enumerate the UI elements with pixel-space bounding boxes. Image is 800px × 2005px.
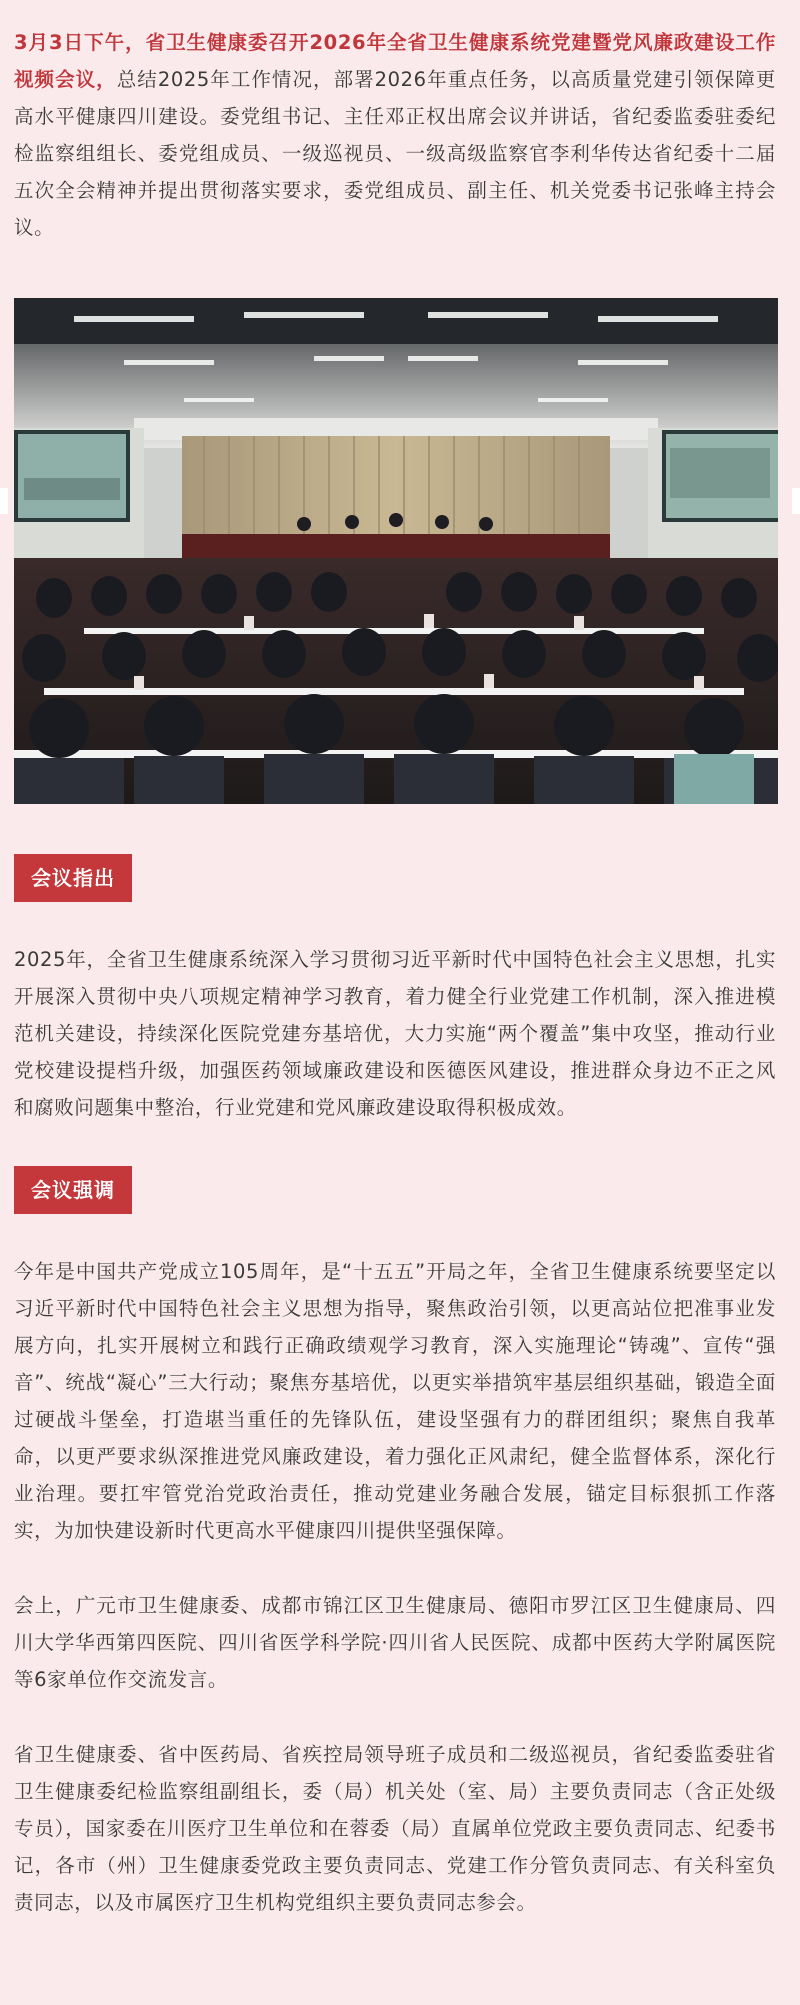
left-edge-marker — [0, 488, 8, 514]
meeting-photo — [14, 298, 778, 804]
paragraph-gap — [14, 1549, 776, 1587]
paragraph-gap — [14, 1698, 776, 1736]
section-heading-emphasis: 会议强调 — [14, 1166, 132, 1214]
right-edge-marker — [792, 488, 800, 514]
lead-paragraph — [14, 24, 776, 246]
section-emphasis-text: 今年是中国共产党成立105周年，是“十五五”开局之年，全省卫生健康系统要坚定以习近平新时代中国特色社会主义思想为指导，聚焦政治引领，以更高站位把准事业发展方向，扎实开展树立和践行正确政绩观学习教育，深入实施理论“铸魂”、宣传“强音”、统战“凝心”三大行动；聚焦夯基培优，以更实举措筑牢基层组织基础，锻造全面过硬战斗堡垒，打造堪当重任的先锋队伍，建设坚强有力的群团组织；聚焦自我革命，以更严要求纵深推进党风廉政建设，着力强化正风肃纪，健全监督体系，深化行业治理。要扛牢管党治党政治责任，推动党建业务融合发展，锚定目标狠抓工作落实，为加快建设新时代更高水平健康四川提供坚强保障。 — [14, 1260, 776, 1542]
exchange-paragraph: 会上，广元市卫生健康委、成都市锦江区卫生健康局、德阳市罗江区卫生健康局、四川大学华西第四医院、四川省医学科学院·四川省人民医院、成都中医药大学附属医院等6家单位作交流发言。 — [14, 1594, 776, 1691]
attendees-paragraph: 省卫生健康委、省中医药局、省疾控局领导班子成员和二级巡视员，省纪委监委驻省卫生健康委纪检监察组副组长，委（局）机关处（室、局）主要负责同志（含正处级专员），国家委在川医疗卫生单位和在蓉委（局）直属单位党政主要负责同志、纪委书记，各市（州）卫生健康委党政主要负责同志、党建工作分管负责同志、有关科室负责同志，以及市属医疗卫生机构党组织主要负责同志参会。 — [14, 1743, 776, 1914]
section-points-text: 2025年，全省卫生健康系统深入学习贯彻习近平新时代中国特色社会主义思想，扎实开展深入贯彻中央八项规定精神学习教育，着力健全行业党建工作机制，深入推进模范机关建设，持续深化医院党建夯基培优，大力实施“两个覆盖”集中攻坚，推动行业党校建设提档升级，加强医药领域廉政建设和医德医风建设，推进群众身边不正之风和腐败问题集中整治，行业党建和党风廉政建设取得积极成效。 — [14, 948, 776, 1119]
lead-text: 总结2025年工作情况，部署2026年重点任务，以高质量党建引领保障更高水平健康四川建设。委党组书记、主任邓正权出席会议并讲话，省纪委监委驻委纪检监察组组长、委党组成员、一级巡视员、一级高级监察官李利华传达省纪委十二届五次全会精神并提出贯彻落实要求，委党组成员、副主任、机关党委书记张峰主持会议。 — [14, 68, 776, 239]
section-heading-points: 会议指出 — [14, 854, 132, 902]
lead-highlight: 3月3日下午，省卫生健康委召开2026年全省卫生健康系统党建暨党风廉政建设工作视频会议， — [14, 31, 776, 91]
